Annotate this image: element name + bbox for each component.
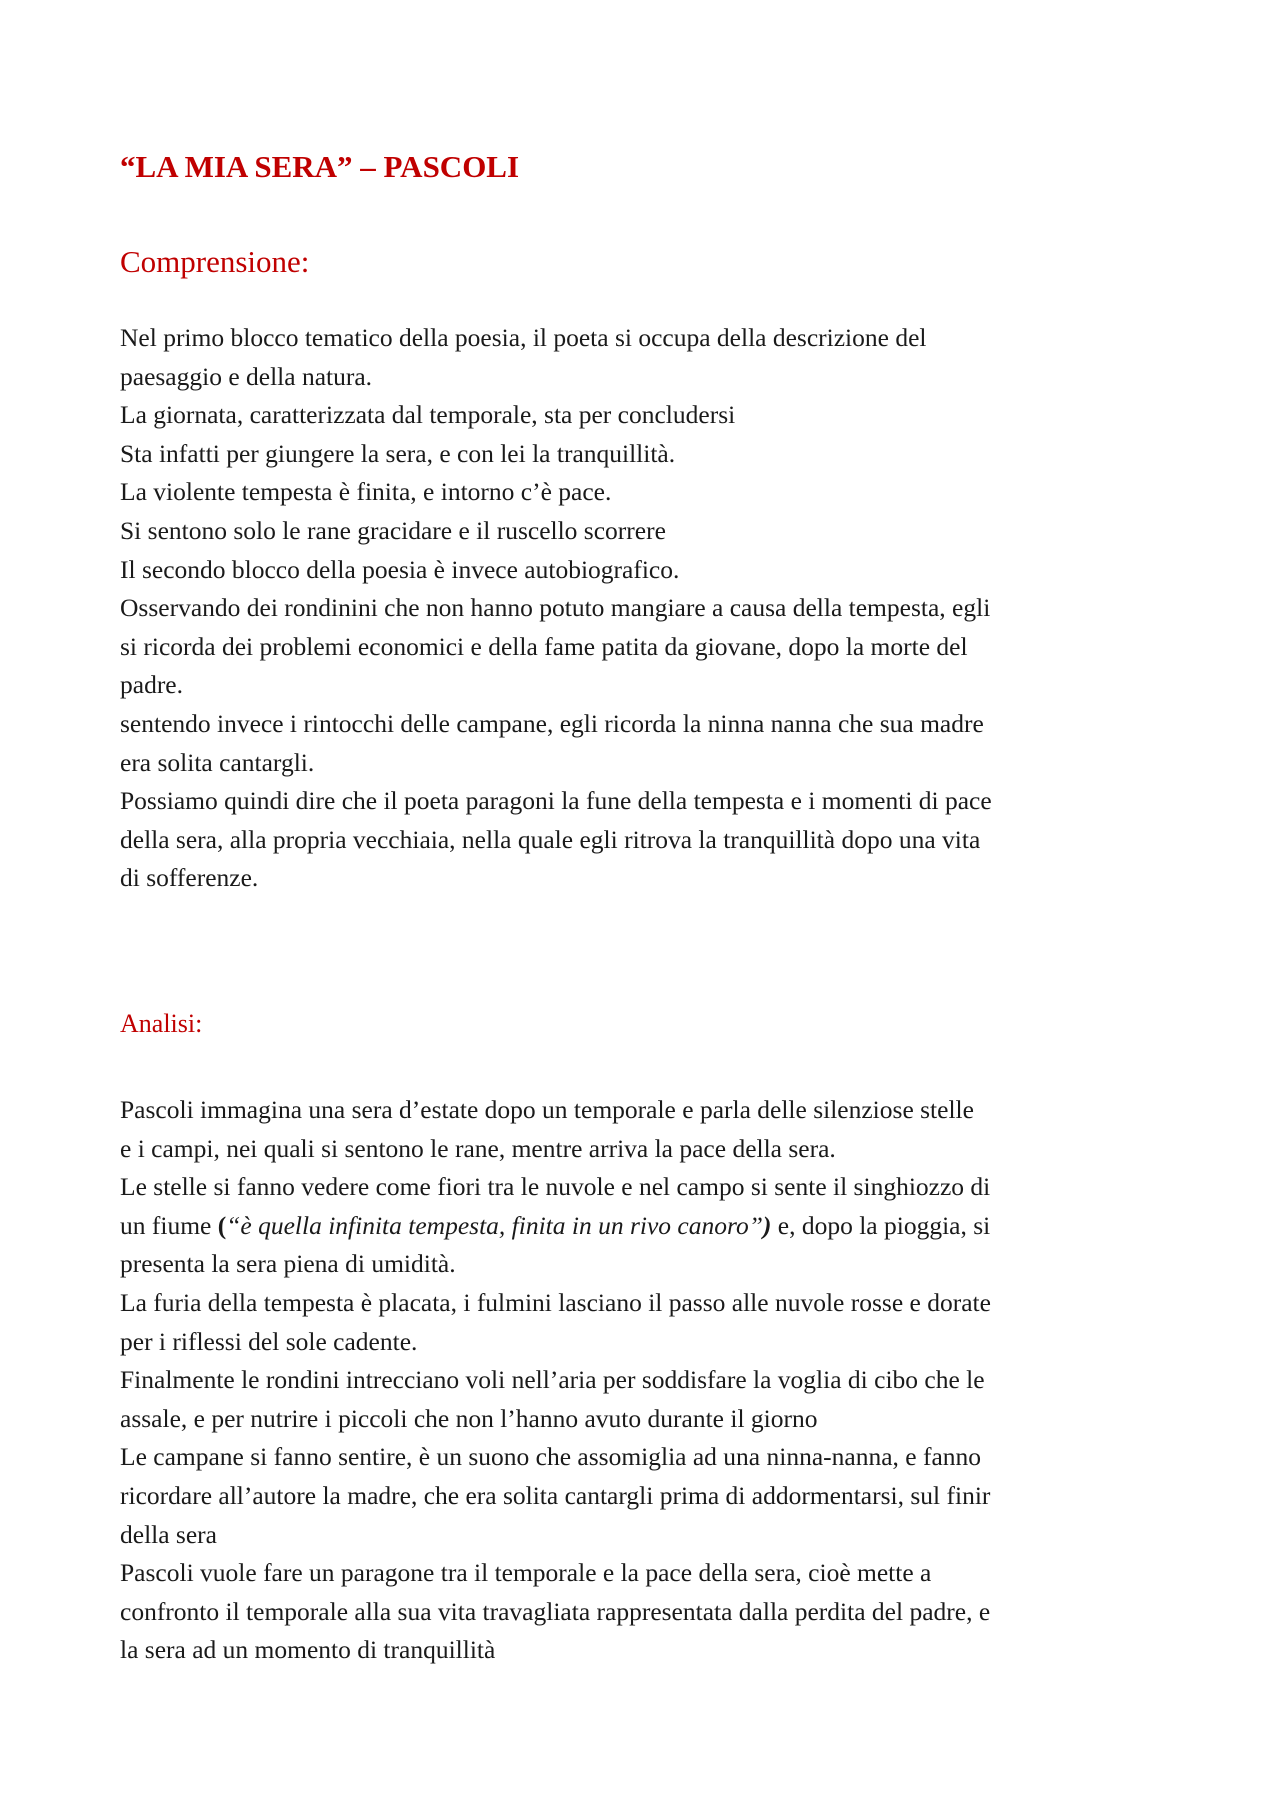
quote-prefix: un fiume [120, 1210, 218, 1240]
poem-quote: “è quella infinita tempesta, finita in un rivo canoro” [226, 1210, 763, 1240]
text-line: La violente tempesta è finita, e intorno c’è pace. [120, 477, 612, 507]
text-line: presenta la sera piena di umidità. [120, 1249, 456, 1279]
quote-line [120, 1207, 1170, 1246]
text-line: per i riflessi del sole cadente. [120, 1326, 418, 1356]
text-line: era solita cantargli. [120, 747, 315, 777]
text-line: Si sentono solo le rane gracidare e il ruscello scorrere [120, 515, 666, 545]
text-line: Le stelle si fanno vedere come fiori tra le nuvole e nel campo si sente il singhiozzo di [120, 1172, 991, 1202]
quote-close-paren: ) [762, 1210, 772, 1240]
text-line: Le campane si fanno sentire, è un suono che assomiglia ad una ninna-nanna, e fanno [120, 1442, 982, 1472]
quote-open-paren: ( [217, 1210, 227, 1240]
text-line: Finalmente le rondini intrecciano voli nell’aria per soddisfare la voglia di cibo che le [120, 1365, 985, 1395]
section-heading-analisi: Analisi: [120, 1009, 203, 1038]
text-line: padre. [120, 670, 184, 700]
section-body-analisi [120, 1091, 1170, 1670]
text-line: la sera ad un momento di tranquillità [120, 1635, 496, 1665]
section-body-comprensione [120, 319, 1170, 898]
text-line: Possiamo quindi dire che il poeta paragoni la fune della tempesta e i momenti di pace [120, 786, 992, 816]
text-line: della sera [120, 1519, 217, 1549]
text-line: Pascoli immagina una sera d’estate dopo un temporale e parla delle silenziose stelle [120, 1095, 974, 1124]
text-line: confronto il temporale alla sua vita travagliata rappresentata dalla perdita del padre, e [120, 1596, 991, 1626]
text-line: Il secondo blocco della poesia è invece autobiografico. [120, 554, 680, 584]
section-heading-comprensione: Comprensione: [120, 244, 310, 279]
text-line: Nel primo blocco tematico della poesia, il poeta si occupa della descrizione del [120, 323, 927, 352]
text-line: della sera, alla propria vecchiaia, nella quale egli ritrova la tranquillità dopo una vita [120, 824, 981, 854]
text-line: sentendo invece i rintocchi delle campane, egli ricorda la ninna nanna che sua madre [120, 708, 984, 738]
document-title: “LA MIA SERA” – PASCOLI [120, 149, 520, 184]
text-line: assale, e per nutrire i piccoli che non l’hanno avuto durante il giorno [120, 1403, 818, 1433]
text-line: ricordare all’autore la madre, che era solita cantargli prima di addormentarsi, sul finir [120, 1480, 991, 1510]
text-line: Osservando dei rondinini che non hanno potuto mangiare a causa della tempesta, egli [120, 593, 991, 623]
text-line: Sta infatti per giungere la sera, e con lei la tranquillità. [120, 438, 676, 468]
text-line: paesaggio e della natura. [120, 361, 373, 391]
text-line: Pascoli vuole fare un paragone tra il temporale e la pace della sera, cioè mette a [120, 1558, 932, 1588]
text-line: La giornata, caratterizzata dal temporale, sta per concludersi [120, 400, 736, 430]
text-line: di sofferenze. [120, 863, 259, 893]
quote-suffix: e, dopo la pioggia, si [771, 1210, 991, 1240]
text-line: e i campi, nei quali si sentono le rane, mentre arriva la pace della sera. [120, 1133, 836, 1163]
text-line: si ricorda dei problemi economici e della fame patita da giovane, dopo la morte del [120, 631, 968, 661]
text-line: La furia della tempesta è placata, i fulmini lasciano il passo alle nuvole rosse e dorate [120, 1287, 991, 1317]
